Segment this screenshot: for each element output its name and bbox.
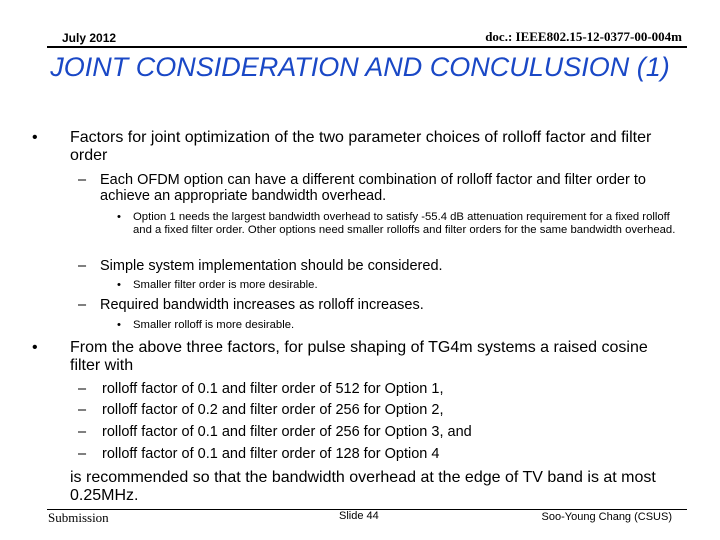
option-item — [78, 446, 678, 462]
option-item-text: rolloff factor of 0.1 and filter order of 128 for Option 4 — [102, 446, 440, 462]
sub-bullet-text: Required bandwidth increases as rolloff increases. — [100, 297, 424, 313]
sub-bullet-ofdm — [78, 172, 678, 204]
option-item — [78, 424, 678, 440]
footer-author: Soo-Young Chang (CSUS) — [541, 511, 672, 523]
footer-slide-number: Slide 44 — [339, 510, 379, 522]
option-item-text: rolloff factor of 0.2 and filter order of 256 for Option 2, — [102, 402, 444, 418]
subsub-bullet-text: Smaller rolloff is more desirable. — [133, 319, 295, 331]
header-divider — [47, 46, 687, 48]
bullet-dot: • — [117, 279, 121, 291]
footer-submission: Submission — [48, 510, 109, 525]
bullet-factors — [32, 129, 682, 165]
subsub-bullet-text: Smaller filter order is more desirable. — [133, 279, 318, 291]
bullet-dot: • — [32, 129, 38, 146]
dash-mark: – — [78, 297, 87, 313]
subsub-bullet-text: Option 1 needs the largest bandwidth overhead to satisfy -55.4 dB attenuation requirement for a fixed rolloff and a fixed filter order. Other options need smaller rolloffs and filter orders for the same bandwidth overhead. — [133, 211, 676, 236]
dash-mark: – — [78, 402, 87, 418]
bullet-dot: • — [32, 339, 38, 356]
dash-mark: – — [78, 172, 87, 188]
dash-mark: – — [78, 446, 87, 462]
option-item — [78, 381, 678, 397]
sub-bullet-text: Each OFDM option can have a different combination of rolloff factor and filter order to achieve an appropriate bandwidth overhead. — [100, 172, 646, 204]
subsub-bullet-filter-order — [117, 279, 682, 292]
option-item — [78, 402, 678, 418]
dash-mark: – — [78, 258, 87, 274]
bullet-text: From the above three factors, for pulse shaping of TG4m systems a raised cosine filter with — [70, 339, 648, 374]
sub-bullet-bandwidth — [78, 297, 678, 313]
dash-mark: – — [78, 424, 87, 440]
subsub-bullet-rolloff — [117, 319, 682, 332]
sub-bullet-text: Simple system implementation should be considered. — [100, 258, 443, 274]
recommendation-continuation: is recommended so that the bandwidth overhead at the edge of TV band is at most 0.25MHz. — [70, 469, 656, 504]
bullet-dot: • — [117, 211, 121, 223]
option-item-text: rolloff factor of 0.1 and filter order of 256 for Option 3, and — [102, 424, 472, 440]
bullet-text: Factors for joint optimization of the two parameter choices of rolloff factor and filter order — [70, 129, 652, 164]
option-item-text: rolloff factor of 0.1 and filter order of 512 for Option 1, — [102, 381, 444, 397]
header-date: July 2012 — [62, 31, 117, 45]
sub-bullet-simple — [78, 258, 678, 274]
dash-mark: – — [78, 381, 87, 397]
subsub-bullet-option1 — [117, 211, 682, 236]
header-doc-id: doc.: IEEE802.15-12-0377-00-004m — [485, 29, 682, 44]
slide-title: JOINT CONSIDERATION AND CONCULUSION (1) — [50, 52, 670, 82]
bullet-recommendation — [32, 339, 682, 375]
bullet-dot: • — [117, 319, 121, 331]
